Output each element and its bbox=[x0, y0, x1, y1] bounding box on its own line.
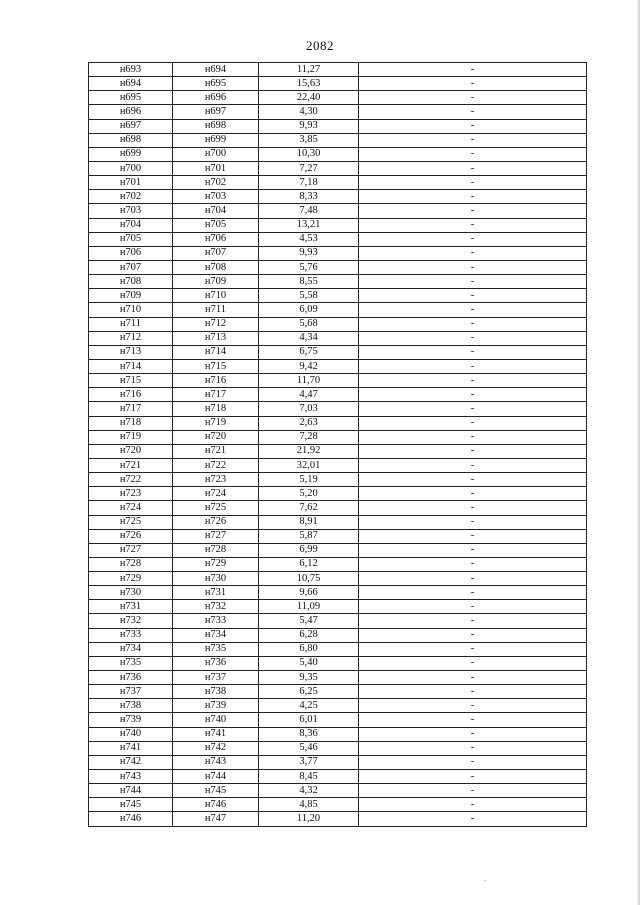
note-cell: - bbox=[359, 260, 587, 274]
to-point-cell: н696 bbox=[173, 91, 259, 105]
distance-cell: 9,35 bbox=[259, 671, 359, 685]
to-point-cell: н745 bbox=[173, 784, 259, 798]
distance-cell: 6,25 bbox=[259, 685, 359, 699]
from-point-cell: н717 bbox=[89, 402, 173, 416]
table-row bbox=[89, 628, 587, 642]
distance-cell: 9,42 bbox=[259, 359, 359, 373]
to-point-cell: н713 bbox=[173, 331, 259, 345]
distance-cell: 9,93 bbox=[259, 246, 359, 260]
distance-cell: 5,20 bbox=[259, 487, 359, 501]
distance-cell: 4,85 bbox=[259, 798, 359, 812]
distance-cell: 7,18 bbox=[259, 176, 359, 190]
to-point-cell: н695 bbox=[173, 77, 259, 91]
to-point-cell: н710 bbox=[173, 289, 259, 303]
note-cell: - bbox=[359, 755, 587, 769]
note-cell: - bbox=[359, 812, 587, 826]
distance-cell: 5,58 bbox=[259, 289, 359, 303]
distance-cell: 22,40 bbox=[259, 91, 359, 105]
to-point-cell: н730 bbox=[173, 572, 259, 586]
distance-cell: 15,63 bbox=[259, 77, 359, 91]
table-row bbox=[89, 685, 587, 699]
to-point-cell: н717 bbox=[173, 388, 259, 402]
note-cell: - bbox=[359, 656, 587, 670]
table-row bbox=[89, 359, 587, 373]
table-row bbox=[89, 190, 587, 204]
note-cell: - bbox=[359, 727, 587, 741]
note-cell: - bbox=[359, 487, 587, 501]
table-row bbox=[89, 430, 587, 444]
from-point-cell: н701 bbox=[89, 176, 173, 190]
distance-cell: 4,53 bbox=[259, 232, 359, 246]
scan-speck bbox=[484, 880, 486, 881]
distance-cell: 13,21 bbox=[259, 218, 359, 232]
to-point-cell: н709 bbox=[173, 275, 259, 289]
from-point-cell: н725 bbox=[89, 515, 173, 529]
table-row bbox=[89, 770, 587, 784]
distance-cell: 8,45 bbox=[259, 770, 359, 784]
table-row bbox=[89, 204, 587, 218]
note-cell: - bbox=[359, 770, 587, 784]
note-cell: - bbox=[359, 614, 587, 628]
table-row bbox=[89, 147, 587, 161]
from-point-cell: н704 bbox=[89, 218, 173, 232]
note-cell: - bbox=[359, 275, 587, 289]
table-row bbox=[89, 755, 587, 769]
from-point-cell: н724 bbox=[89, 501, 173, 515]
from-point-cell: н718 bbox=[89, 416, 173, 430]
note-cell: - bbox=[359, 600, 587, 614]
to-point-cell: н716 bbox=[173, 374, 259, 388]
distance-cell: 6,80 bbox=[259, 642, 359, 656]
to-point-cell: н734 bbox=[173, 628, 259, 642]
from-point-cell: н708 bbox=[89, 275, 173, 289]
to-point-cell: н736 bbox=[173, 656, 259, 670]
note-cell: - bbox=[359, 416, 587, 430]
table-row bbox=[89, 458, 587, 472]
to-point-cell: н701 bbox=[173, 161, 259, 175]
from-point-cell: н700 bbox=[89, 161, 173, 175]
distance-cell: 8,55 bbox=[259, 275, 359, 289]
note-cell: - bbox=[359, 317, 587, 331]
table-row bbox=[89, 671, 587, 685]
table-row bbox=[89, 331, 587, 345]
table-row bbox=[89, 798, 587, 812]
note-cell: - bbox=[359, 374, 587, 388]
distance-cell: 6,75 bbox=[259, 345, 359, 359]
distance-cell: 5,87 bbox=[259, 529, 359, 543]
note-cell: - bbox=[359, 133, 587, 147]
distance-cell: 32,01 bbox=[259, 458, 359, 472]
distance-cell: 4,25 bbox=[259, 699, 359, 713]
note-cell: - bbox=[359, 458, 587, 472]
from-point-cell: н739 bbox=[89, 713, 173, 727]
note-cell: - bbox=[359, 190, 587, 204]
to-point-cell: н721 bbox=[173, 444, 259, 458]
from-point-cell: н731 bbox=[89, 600, 173, 614]
to-point-cell: н733 bbox=[173, 614, 259, 628]
note-cell: - bbox=[359, 204, 587, 218]
distance-cell: 9,66 bbox=[259, 586, 359, 600]
to-point-cell: н738 bbox=[173, 685, 259, 699]
from-point-cell: н740 bbox=[89, 727, 173, 741]
from-point-cell: н746 bbox=[89, 812, 173, 826]
note-cell: - bbox=[359, 289, 587, 303]
note-cell: - bbox=[359, 246, 587, 260]
from-point-cell: н719 bbox=[89, 430, 173, 444]
note-cell: - bbox=[359, 628, 587, 642]
from-point-cell: н721 bbox=[89, 458, 173, 472]
table-row bbox=[89, 642, 587, 656]
note-cell: - bbox=[359, 147, 587, 161]
from-point-cell: н741 bbox=[89, 741, 173, 755]
table-row bbox=[89, 402, 587, 416]
table-row bbox=[89, 586, 587, 600]
to-point-cell: н741 bbox=[173, 727, 259, 741]
distance-cell: 7,27 bbox=[259, 161, 359, 175]
note-cell: - bbox=[359, 105, 587, 119]
to-point-cell: н694 bbox=[173, 63, 259, 77]
table-row bbox=[89, 289, 587, 303]
table-row bbox=[89, 656, 587, 670]
to-point-cell: н726 bbox=[173, 515, 259, 529]
note-cell: - bbox=[359, 77, 587, 91]
distance-cell: 8,36 bbox=[259, 727, 359, 741]
note-cell: - bbox=[359, 699, 587, 713]
note-cell: - bbox=[359, 529, 587, 543]
from-point-cell: н737 bbox=[89, 685, 173, 699]
from-point-cell: н716 bbox=[89, 388, 173, 402]
table-row bbox=[89, 557, 587, 571]
distance-cell: 7,03 bbox=[259, 402, 359, 416]
note-cell: - bbox=[359, 515, 587, 529]
from-point-cell: н743 bbox=[89, 770, 173, 784]
table-row bbox=[89, 741, 587, 755]
to-point-cell: н732 bbox=[173, 600, 259, 614]
table-row bbox=[89, 812, 587, 826]
note-cell: - bbox=[359, 642, 587, 656]
table-row bbox=[89, 303, 587, 317]
to-point-cell: н699 bbox=[173, 133, 259, 147]
from-point-cell: н735 bbox=[89, 656, 173, 670]
distance-cell: 5,19 bbox=[259, 473, 359, 487]
from-point-cell: н732 bbox=[89, 614, 173, 628]
table-row bbox=[89, 699, 587, 713]
from-point-cell: н699 bbox=[89, 147, 173, 161]
table-row bbox=[89, 260, 587, 274]
note-cell: - bbox=[359, 784, 587, 798]
page-number: 2082 bbox=[306, 38, 334, 53]
from-point-cell: н702 bbox=[89, 190, 173, 204]
distance-cell: 10,75 bbox=[259, 572, 359, 586]
from-point-cell: н744 bbox=[89, 784, 173, 798]
to-point-cell: н704 bbox=[173, 204, 259, 218]
distance-cell: 4,30 bbox=[259, 105, 359, 119]
note-cell: - bbox=[359, 303, 587, 317]
distance-cell: 6,99 bbox=[259, 543, 359, 557]
note-cell: - bbox=[359, 176, 587, 190]
from-point-cell: н736 bbox=[89, 671, 173, 685]
note-cell: - bbox=[359, 586, 587, 600]
distance-cell: 21,92 bbox=[259, 444, 359, 458]
from-point-cell: н742 bbox=[89, 755, 173, 769]
distance-cell: 6,09 bbox=[259, 303, 359, 317]
table-row bbox=[89, 487, 587, 501]
to-point-cell: н697 bbox=[173, 105, 259, 119]
table-row bbox=[89, 444, 587, 458]
to-point-cell: н729 bbox=[173, 557, 259, 571]
to-point-cell: н747 bbox=[173, 812, 259, 826]
note-cell: - bbox=[359, 402, 587, 416]
to-point-cell: н706 bbox=[173, 232, 259, 246]
from-point-cell: н706 bbox=[89, 246, 173, 260]
table-row bbox=[89, 119, 587, 133]
note-cell: - bbox=[359, 63, 587, 77]
from-point-cell: н726 bbox=[89, 529, 173, 543]
to-point-cell: н744 bbox=[173, 770, 259, 784]
table-row bbox=[89, 345, 587, 359]
to-point-cell: н711 bbox=[173, 303, 259, 317]
to-point-cell: н707 bbox=[173, 246, 259, 260]
from-point-cell: н697 bbox=[89, 119, 173, 133]
distance-cell: 7,28 bbox=[259, 430, 359, 444]
distance-cell: 8,91 bbox=[259, 515, 359, 529]
from-point-cell: н698 bbox=[89, 133, 173, 147]
to-point-cell: н715 bbox=[173, 359, 259, 373]
distance-cell: 11,09 bbox=[259, 600, 359, 614]
distance-cell: 6,28 bbox=[259, 628, 359, 642]
table-row bbox=[89, 614, 587, 628]
to-point-cell: н725 bbox=[173, 501, 259, 515]
to-point-cell: н728 bbox=[173, 543, 259, 557]
to-point-cell: н720 bbox=[173, 430, 259, 444]
table-row bbox=[89, 515, 587, 529]
to-point-cell: н743 bbox=[173, 755, 259, 769]
note-cell: - bbox=[359, 430, 587, 444]
from-point-cell: н738 bbox=[89, 699, 173, 713]
note-cell: - bbox=[359, 119, 587, 133]
from-point-cell: н715 bbox=[89, 374, 173, 388]
table-row bbox=[89, 246, 587, 260]
table-row bbox=[89, 374, 587, 388]
distance-cell: 7,62 bbox=[259, 501, 359, 515]
table-row bbox=[89, 600, 587, 614]
note-cell: - bbox=[359, 359, 587, 373]
from-point-cell: н711 bbox=[89, 317, 173, 331]
note-cell: - bbox=[359, 557, 587, 571]
table-row bbox=[89, 572, 587, 586]
from-point-cell: н709 bbox=[89, 289, 173, 303]
table-row bbox=[89, 784, 587, 798]
to-point-cell: н727 bbox=[173, 529, 259, 543]
distance-cell: 3,85 bbox=[259, 133, 359, 147]
from-point-cell: н722 bbox=[89, 473, 173, 487]
from-point-cell: н714 bbox=[89, 359, 173, 373]
note-cell: - bbox=[359, 345, 587, 359]
to-point-cell: н740 bbox=[173, 713, 259, 727]
distance-cell: 5,68 bbox=[259, 317, 359, 331]
note-cell: - bbox=[359, 232, 587, 246]
table-row bbox=[89, 727, 587, 741]
from-point-cell: н712 bbox=[89, 331, 173, 345]
from-point-cell: н693 bbox=[89, 63, 173, 77]
to-point-cell: н723 bbox=[173, 473, 259, 487]
distance-cell: 11,27 bbox=[259, 63, 359, 77]
note-cell: - bbox=[359, 798, 587, 812]
table-row bbox=[89, 529, 587, 543]
to-point-cell: н731 bbox=[173, 586, 259, 600]
note-cell: - bbox=[359, 388, 587, 402]
distance-cell: 10,30 bbox=[259, 147, 359, 161]
note-cell: - bbox=[359, 572, 587, 586]
table-row bbox=[89, 416, 587, 430]
from-point-cell: н727 bbox=[89, 543, 173, 557]
to-point-cell: н712 bbox=[173, 317, 259, 331]
from-point-cell: н707 bbox=[89, 260, 173, 274]
distance-cell: 6,12 bbox=[259, 557, 359, 571]
from-point-cell: н733 bbox=[89, 628, 173, 642]
note-cell: - bbox=[359, 685, 587, 699]
note-cell: - bbox=[359, 473, 587, 487]
table-row bbox=[89, 232, 587, 246]
table-row bbox=[89, 161, 587, 175]
note-cell: - bbox=[359, 444, 587, 458]
distance-cell: 2,63 bbox=[259, 416, 359, 430]
distance-cell: 3,77 bbox=[259, 755, 359, 769]
to-point-cell: н705 bbox=[173, 218, 259, 232]
distance-cell: 4,34 bbox=[259, 331, 359, 345]
table-row bbox=[89, 713, 587, 727]
distance-cell: 5,47 bbox=[259, 614, 359, 628]
table-row bbox=[89, 218, 587, 232]
note-cell: - bbox=[359, 218, 587, 232]
distance-cell: 4,47 bbox=[259, 388, 359, 402]
from-point-cell: н713 bbox=[89, 345, 173, 359]
from-point-cell: н695 bbox=[89, 91, 173, 105]
to-point-cell: н718 bbox=[173, 402, 259, 416]
note-cell: - bbox=[359, 741, 587, 755]
note-cell: - bbox=[359, 501, 587, 515]
distance-cell: 11,20 bbox=[259, 812, 359, 826]
to-point-cell: н702 bbox=[173, 176, 259, 190]
note-cell: - bbox=[359, 543, 587, 557]
to-point-cell: н724 bbox=[173, 487, 259, 501]
distance-cell: 6,01 bbox=[259, 713, 359, 727]
table-row bbox=[89, 473, 587, 487]
table-row bbox=[89, 105, 587, 119]
note-cell: - bbox=[359, 331, 587, 345]
table-row bbox=[89, 501, 587, 515]
to-point-cell: н698 bbox=[173, 119, 259, 133]
from-point-cell: н730 bbox=[89, 586, 173, 600]
table-row bbox=[89, 317, 587, 331]
from-point-cell: н705 bbox=[89, 232, 173, 246]
table-row bbox=[89, 133, 587, 147]
from-point-cell: н710 bbox=[89, 303, 173, 317]
note-cell: - bbox=[359, 671, 587, 685]
to-point-cell: н722 bbox=[173, 458, 259, 472]
from-point-cell: н729 bbox=[89, 572, 173, 586]
distance-cell: 5,76 bbox=[259, 260, 359, 274]
note-cell: - bbox=[359, 713, 587, 727]
to-point-cell: н735 bbox=[173, 642, 259, 656]
to-point-cell: н708 bbox=[173, 260, 259, 274]
distance-cell: 7,48 bbox=[259, 204, 359, 218]
from-point-cell: н694 bbox=[89, 77, 173, 91]
note-cell: - bbox=[359, 161, 587, 175]
from-point-cell: н696 bbox=[89, 105, 173, 119]
to-point-cell: н739 bbox=[173, 699, 259, 713]
distance-cell: 11,70 bbox=[259, 374, 359, 388]
to-point-cell: н703 bbox=[173, 190, 259, 204]
to-point-cell: н746 bbox=[173, 798, 259, 812]
distance-cell: 4,32 bbox=[259, 784, 359, 798]
table-row bbox=[89, 388, 587, 402]
from-point-cell: н720 bbox=[89, 444, 173, 458]
distance-cell: 5,40 bbox=[259, 656, 359, 670]
to-point-cell: н737 bbox=[173, 671, 259, 685]
table-row bbox=[89, 275, 587, 289]
table-row bbox=[89, 77, 587, 91]
to-point-cell: н719 bbox=[173, 416, 259, 430]
from-point-cell: н728 bbox=[89, 557, 173, 571]
distance-cell: 8,33 bbox=[259, 190, 359, 204]
distance-cell: 9,93 bbox=[259, 119, 359, 133]
note-cell: - bbox=[359, 91, 587, 105]
boundary-points-table bbox=[88, 62, 587, 827]
table-row bbox=[89, 63, 587, 77]
to-point-cell: н714 bbox=[173, 345, 259, 359]
table-row bbox=[89, 176, 587, 190]
distance-cell: 5,46 bbox=[259, 741, 359, 755]
table-row bbox=[89, 91, 587, 105]
to-point-cell: н700 bbox=[173, 147, 259, 161]
from-point-cell: н723 bbox=[89, 487, 173, 501]
table-row bbox=[89, 543, 587, 557]
to-point-cell: н742 bbox=[173, 741, 259, 755]
from-point-cell: н745 bbox=[89, 798, 173, 812]
from-point-cell: н734 bbox=[89, 642, 173, 656]
from-point-cell: н703 bbox=[89, 204, 173, 218]
table-body bbox=[89, 63, 587, 827]
